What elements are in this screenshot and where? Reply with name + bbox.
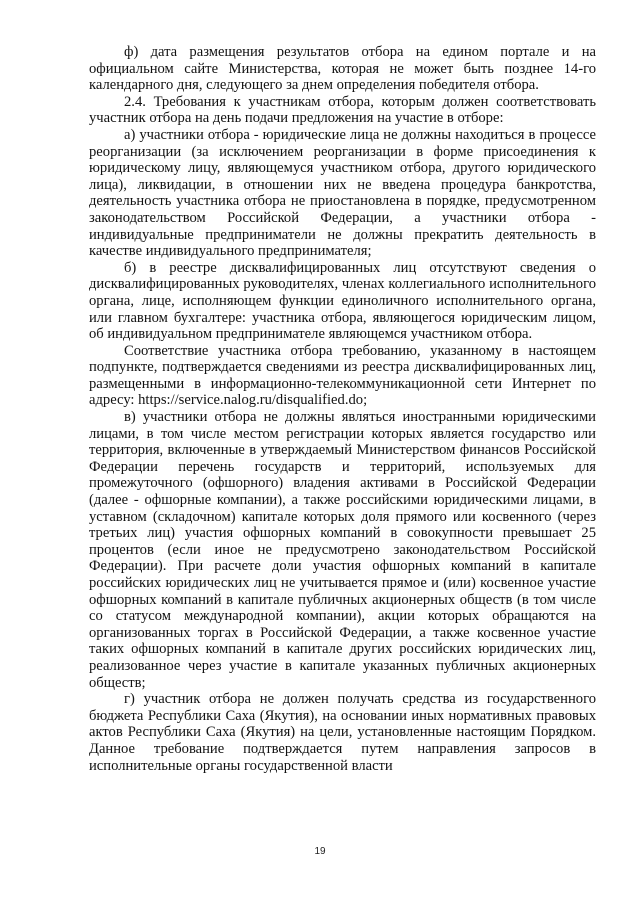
paragraph-g-state-budget-funds: г) участник отбора не должен получать средства из государственного бюджета Республики Саха (Якутия), на основании иных нормативных правовых актов Республики Саха (Якутия) на цели, установленные настоящим Порядком. Данное требование подтверждается путем направления запросов в исполнительные органы государственной власти (89, 691, 596, 774)
document-body (89, 44, 596, 774)
paragraph-f-results-publication-date: ф) дата размещения результатов отбора на едином портале и на официальном сайте Министерства, которая не может быть позднее 14-го календарного дня, следующего за днем определения победителя отбора. (89, 44, 596, 94)
paragraph-a-legal-entities-reorganization: а) участники отбора - юридические лица не должны находиться в процессе реорганизации (за исключением реорганизации в форме присоединения к юридическому лицу, являющемуся участником отбора, другого юридического лица), ликвидации, в отношении них не введена процедура банкротства, деятельность участника отбора не приостановлена в порядке, предусмотренном законодательством Российской Федерации, а участники отбора - индивидуальные предприниматели не должны прекратить деятельность в качестве индивидуального предпринимателя; (89, 126, 596, 260)
paragraph-v-offshore-companies: в) участники отбора не должны являться иностранными юридическими лицами, в том числе местом регистрации которых является государство или территория, включенные в утверждаемый Министерством финансов Российской Федерации перечень государств и территорий, используемых для промежуточного (офшорного) владения активами в Российской Федерации (далее - офшорные компании), а также российскими юридическими лицами, в уставном (складочном) капитале которых доля прямого или косвенного (через третьих лиц) участия офшорных компаний в совокупности превышает 25 процентов (если иное не предусмотрено законодательством Российской Федерации). При расчете доли участия офшорных компаний в капитале российских юридических лиц не учитывается прямое и (или) косвенное участие офшорных компаний в капитале публичных акционерных обществ (в том числе со статусом международной компании), акции которых обращаются на организованных торгах в Российской Федерации, а также косвенное участие таких офшорных компаний в капитале других российских юридических лиц, реализованное через участие в капитале указанных публичных акционерных обществ; (89, 409, 596, 691)
page-number: 19 (314, 846, 326, 857)
paragraph-2-4-participant-requirements: 2.4. Требования к участникам отбора, которым должен соответствовать участник отбора на день подачи предложения на участие в отборе: (89, 93, 596, 127)
paragraph-registry-confirmation: Соответствие участника отбора требованию, указанному в настоящем подпункте, подтверждается сведениями из реестра дисквалифицированных лиц, размещенными в информационно-телекоммуникационной сети Интернет по адресу: https://service.nalog.ru/disqualified.do; (89, 342, 596, 409)
paragraph-b-disqualified-persons-registry: б) в реестре дисквалифицированных лиц отсутствуют сведения о дисквалифицированных руководителях, членах коллегиального исполнительного органа, лице, исполняющем функции единоличного исполнительного органа, или главном бухгалтере: участника отбора, являющегося юридическим лицом, об индивидуальном предпринимателе являющемся участником отбора. (89, 259, 596, 343)
